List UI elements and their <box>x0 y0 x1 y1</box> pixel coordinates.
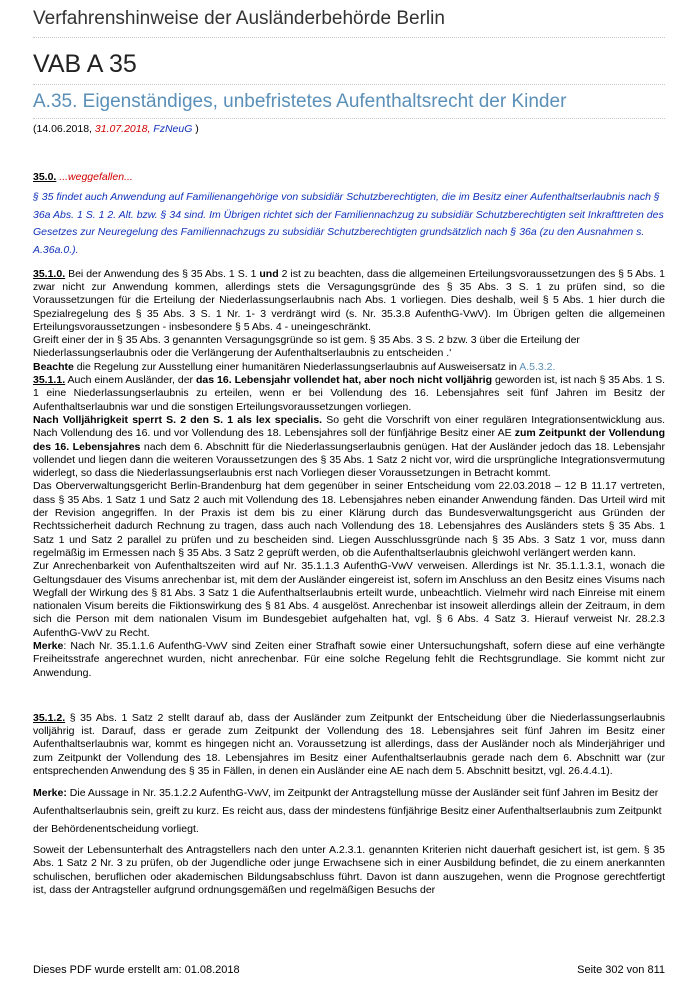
paragraph-text: Die Aussage in Nr. 35.1.2.2 AufenthG-VwV, im Zeitpunkt der Antragstellung müsse der Ausländer seit fünf Jahren im Besitz der Aufenthaltserlaubnis sein, greift zu kurz. Es reicht aus, dass der mindestens fünfjährige Besitz einer Aufenthaltserlaubnis zum Zeitpunkt der Behördenentscheidung vorliegt. <box>33 787 662 835</box>
paragraph-text: Auch einem Ausländer, der <box>65 374 196 387</box>
section-35-0 <box>33 171 665 184</box>
paragraph: Soweit der Lebensunterhalt des Antragstellers nach den unter A.2.3.1. genannten Kriterien nicht dauerhaft gesichert ist, ist gem. § 35 Abs. 1 Satz 2 Nr. 3 zu prüfen, ob der Jugendliche oder junge Erwachsene sich in einer Ausbildung befindet, die zu einem anerkannten schulischen, beruflichen oder akademischen Bildungsabschluss führt. Davon ist dann auszugehen, wenn die Prognose gerechtfertigt ist, dass der Antragsteller aufgrund ordnungsgemäßen und regelmäßigen Besuchs der <box>33 844 665 897</box>
date-close: ) <box>192 123 199 135</box>
merke-label: Merke <box>33 639 64 652</box>
merke-label: Merke: <box>33 787 67 800</box>
paragraph-text: nach dem 6. Abschnitt für die Niederlassungserlaubnis genügen. Hat der Ausländer jedoch das 18. Lebensjahr vollendet und liegen dann die weiteren Voraussetzungen des § 35 Abs. 1 Satz 2 nicht vor, wird die ursprüngliche Integrationsvermutung widerlegt, so dass die Niederlassungserlaubnis erst nach Vorliegen dieser Voraussetzungen in Betracht kommt. <box>33 440 665 480</box>
authority-title: Verfahrenshinweise der Ausländerbehörde Berlin <box>33 8 665 38</box>
paragraph-bold: Nach Volljährigkeit sperrt S. 2 den S. 1 als lex specialis. <box>33 413 323 426</box>
paragraph-text: : Nach Nr. 35.1.1.6 AufenthG-VwV sind Zeiten einer Strafhaft sowie einer Untersuchungshaft, sofern diese auf eine verhängte Freiheitsstrafe angerechnet wurden, nicht anrechenbar. Für eine solche Regelung fehlt die Rechtsgrundlage. Sie kommt nicht zur Anwendung. <box>33 639 665 679</box>
reference-link[interactable]: A.5.3.2. <box>519 360 556 373</box>
section-number: 35.1.1. <box>33 374 66 387</box>
revision-dates <box>33 123 199 135</box>
beachte-note <box>33 361 665 374</box>
document-code: VAB A 35 <box>33 50 665 85</box>
section-35-1-1 <box>33 374 665 414</box>
date-updated: 31.07.2018, <box>94 123 151 135</box>
paragraph: Zur Anrechenbarkeit von Aufenthaltszeiten wird auf Nr. 35.1.1.3 AufenthG-VwV verweisen. Allerdings ist Nr. 35.1.1.3.1, wonach die Geltungsdauer des Visums anrechenbar ist, mit dem der Ausländer eingereist ist, sofern im Anschluss an den Besitz eines Visums nach Wegfall der Wirkung des § 81 Abs. 3 Satz 1 die Aufenthaltserlaubnis erteilt wurde, unbeachtlich. Vielmehr wird nach Einreise mit einem nationalen Visum bereits die Fiktionswirkung des § 81 Abs. 4 ausgelöst. Anrechenbar ist insoweit allerdings allein der Zeitraum, in dem sich die Person mit dem nationalen Visum im Bundesgebiet aufgehalten hat, vgl. § 6 Abs. 4 Satz 3. Hierauf verweist Nr. 28.2.3 AufenthG-VwV zu Recht. <box>33 560 665 639</box>
date-open: (14.06.2018, <box>33 123 95 135</box>
paragraph <box>33 414 665 480</box>
section-number: 35.0. <box>33 171 57 183</box>
main-content <box>33 171 665 897</box>
page-footer <box>33 964 665 976</box>
beachte-label: Beachte <box>33 360 74 373</box>
page-number: Seite 302 von 811 <box>577 964 665 976</box>
paragraph-bold: zum Zeitpunkt der Vollendung des 16. Lebensjahres <box>33 427 665 453</box>
paragraph-text: die Regelung zur Ausstellung einer humanitären Niederlassungserlaubnis auf Ausweisersatz in <box>73 360 520 373</box>
removed-note: ...weggefallen... <box>56 171 133 183</box>
paragraph: Greift einer der in § 35 Abs. 3 genannten Versagungsgründe so ist gem. § 35 Abs. 3 S. 2 bzw. 3 über die Erteilung der Niederlassungserlaubnis oder die Verlängerung der Aufenthaltserlaubnis zu entscheiden .' <box>33 334 580 360</box>
created-date: Dieses PDF wurde erstellt am: 01.08.2018 <box>33 964 240 976</box>
section-title: A.35. Eigenständiges, unbefristetes Aufenthaltsrecht der Kinder <box>33 91 665 119</box>
section-35-1-2 <box>33 712 665 778</box>
section-35-1-0 <box>33 268 665 334</box>
paragraph-text: 2 ist zu beachten, dass die allgemeinen Erteilungsvoraussetzungen des § 5 Abs. 1 zwar nicht zur Anwendung kommen, allerdings stets die Versagungsgründe des § 35 Abs. 3 S. 1 zu prüfen sind, so die Voraussetzungen für die Erteilung der Niederlassungserlaubnis nach Abs. 1 vorliegen. Dies deshalb, weil § 5 Abs. 1 hier durch die Spezialregelung des § 35 Abs. 3 S. 1 Nr. 1- 3 verdrängt wird (s. Nr. 35.3.8 AufenthG-VwV). Im Übrigen gelten die allgemeinen Erteilungsvoraussetzungen - insbesondere § 5 Abs. 4 - uneingeschränkt. <box>33 267 665 333</box>
paragraph-bold: das 16. Lebensjahr vollendet hat, aber noch nicht volljährig <box>196 374 493 387</box>
section-number: 35.1.2. <box>33 711 66 724</box>
paragraph-text: So geht die Vorschrift von einer regulären Integrationsentwicklung aus. Nach Vollendung des 16. und vor Vollendung des 18. Lebensjahres soll der fünfjährige Besitz einer AE <box>33 413 665 440</box>
paragraph-bold: und <box>259 267 279 280</box>
subsidiary-protection-note: § 35 findet auch Anwendung auf Familienangehörige von subsidiär Schutzberechtigten, die im Besitz einer Aufenthaltserlaubnis nach § 36a Abs. 1 S. 1 2. Alt. bzw. § 34 sind. Im Übrigen richtet sich der Familiennachzug zu subsidiär Schutzberechtigten seit Inkrafttreten des Gesetzes zur Neuregelung des Familiennachzugs zu subsidiär Schutzberechtigten grundsätzlich nach § 36a (zu den Ausnahmen s. A.36a.0.). <box>33 191 664 257</box>
merke-note <box>33 640 665 680</box>
section-number: 35.1.0. <box>33 267 66 280</box>
paragraph: Das Oberverwaltungsgericht Berlin-Brandenburg hat dem gegenüber in seiner Entscheidung vom 22.03.2018 – 12 B 11.17 vertreten, dass § 35 Abs. 1 Satz 1 und Satz 2 auch mit Vollendung des 18. Lebensjahres neben einander Anwendung fänden. Das Urteil wird mit der Revision angegriffen. In der Praxis ist dem bis zu einer Klärung durch das Bundesverwaltungsgericht aus Gründen der Rechtssicherheit dadurch Rechnung zu tragen, dass auch nach Vollendung des 18. Lebensjahres des Ausländers stets § 35 Abs. 1 Satz 1 und Satz 2 parallel zu prüfen und zu bescheiden sind. Liegen Ausschlussgründe nach § 35 Abs. 3 Satz 1 vor, muss dann regelmäßig im Ermessen nach § 35 Abs. 3 Satz 2 geprüft werden, ob die Aufenthaltserlaubnis gleichwohl verlängert werden kann. <box>33 480 665 559</box>
paragraph-text: Bei der Anwendung des § 35 Abs. 1 S. 1 <box>65 267 260 280</box>
paragraph-text: geworden ist, ist nach § 35 Abs. 1 S. 1 eine Niederlassungserlaubnis zu erteilen, wenn er bei Vollendung des 16. Lebensjahres seit fünf Jahren im Besitz der Aufenthaltserlaubnis war und die sonstigen Erteilungsvoraussetzungen vorliegen. <box>33 374 665 413</box>
merke-note <box>33 785 665 838</box>
fzneug-link[interactable]: FzNeuG <box>153 123 193 135</box>
paragraph-text: § 35 Abs. 1 Satz 2 stellt darauf ab, dass der Ausländer zum Zeitpunkt der Entscheidung über die Niederlassungserlaubnis volljährig ist. Darauf, dass er gerade zum Zeitpunkt der Vollendung des 18. Lebensjahres seit fünf Jahren im Besitz einer Aufenthaltserlaubnis war, kommt es hingegen nicht an. Voraussetzung ist allerdings, dass der Ausländer noch als Minderjähriger und zum Zeitpunkt der Vollendung des 18. Lebensjahres im Besitz einer Aufenthaltserlaubnis gerade nach dem 6. Abschnitt war (zur entsprechenden Anwendung des § 35 in Fällen, in denen ein Ausländer eine AE nach dem 5. Abschnitt besitzt, vgl. 26.4.4.1). <box>33 711 665 778</box>
